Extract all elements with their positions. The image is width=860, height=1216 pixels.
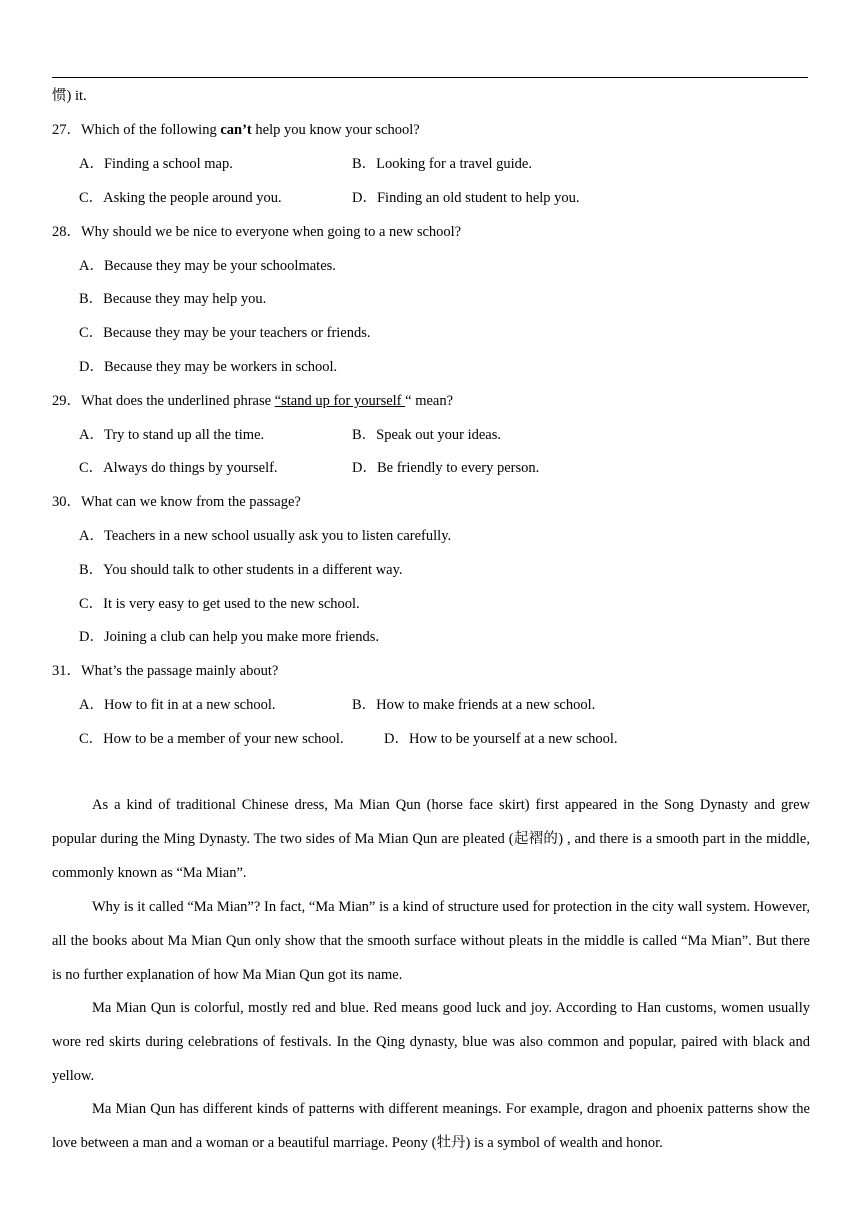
option-27-a: A．Finding a school map. [79, 156, 233, 172]
question-text-pre: What does the underlined phrase [81, 393, 275, 409]
option-29-b: B．Speak out your ideas. [352, 427, 502, 443]
question-text: Why should we be nice to everyone when going to a new school? [81, 224, 462, 240]
question-emphasis: can’t [220, 122, 252, 138]
question-31 [52, 661, 278, 681]
question-number: 29． [52, 393, 81, 409]
question-28 [52, 222, 461, 242]
question-text: What can we know from the passage? [81, 494, 301, 510]
option-31-b: B．How to make friends at a new school. [352, 697, 596, 713]
question-30 [52, 492, 301, 512]
option-31-a: A．How to fit in at a new school. [79, 697, 276, 713]
option-30-b: B．You should talk to other students in a different way. [79, 562, 403, 578]
option-31-d: D．How to be yourself at a new school. [384, 731, 618, 747]
option-29-c: C．Always do things by yourself. [79, 460, 278, 476]
option-30-c: C．It is very easy to get used to the new school. [79, 596, 360, 612]
header-rule [52, 77, 808, 78]
option-28-b: B．Because they may help you. [79, 291, 267, 307]
question-27 [52, 120, 420, 140]
underlined-phrase: “stand up for yourself [274, 393, 406, 409]
question-text: What’s the passage mainly about? [81, 663, 279, 679]
question-29 [52, 391, 453, 411]
option-27-c: C．Asking the people around you. [79, 190, 282, 206]
question-number: 28． [52, 224, 81, 240]
option-28-d: D．Because they may be workers in school. [79, 359, 338, 375]
question-text-post: help you know your school? [251, 122, 420, 138]
option-29-d: D．Be friendly to every person. [352, 460, 540, 476]
option-30-a: A．Teachers in a new school usually ask you to listen carefully. [79, 528, 452, 544]
option-28-a: A．Because they may be your schoolmates. [79, 258, 336, 274]
option-28-c: C．Because they may be your teachers or friends. [79, 325, 371, 341]
passage-paragraph-1: As a kind of traditional Chinese dress, Ma Mian Qun (horse face skirt) first appeared in the Song Dynasty and grew popular during the Ming Dynasty. The two sides of Ma Mian Qun are pleated (起褶的) , and there is a smooth part in the middle, commonly known as “Ma Mian”. [52, 797, 810, 881]
continuation-text: 惯) it. [52, 88, 87, 104]
question-number: 30． [52, 494, 81, 510]
passage-paragraph-4: Ma Mian Qun has different kinds of patterns with different meanings. For example, dragon and phoenix patterns show the love between a man and a woman or a beautiful marriage. Peony (牡丹) is a symbol of wealth and honor. [52, 1101, 810, 1151]
question-text-post: “ mean? [405, 393, 454, 409]
question-number: 31． [52, 663, 81, 679]
question-number: 27． [52, 122, 81, 138]
option-30-d: D．Joining a club can help you make more friends. [79, 629, 379, 645]
option-31-c: C．How to be a member of your new school. [79, 731, 344, 747]
question-text-pre: Which of the following [81, 122, 221, 138]
passage-paragraph-2: Why is it called “Ma Mian”? In fact, “Ma Mian” is a kind of structure used for protection in the city wall system. However, all the books about Ma Mian Qun only show that the smooth surface without pleats in the middle is called “Ma Mian”. But there is no further explanation of how Ma Mian Qun got its name. [52, 899, 810, 983]
option-29-a: A．Try to stand up all the time. [79, 427, 265, 443]
passage-paragraph-3: Ma Mian Qun is colorful, mostly red and blue. Red means good luck and joy. According to Han customs, women usually wore red skirts during celebrations of festivals. In the Qing dynasty, blue was also common and popular, paired with black and yellow. [52, 1000, 810, 1084]
option-27-d: D．Finding an old student to help you. [352, 190, 580, 206]
option-27-b: B．Looking for a travel guide. [352, 156, 532, 172]
